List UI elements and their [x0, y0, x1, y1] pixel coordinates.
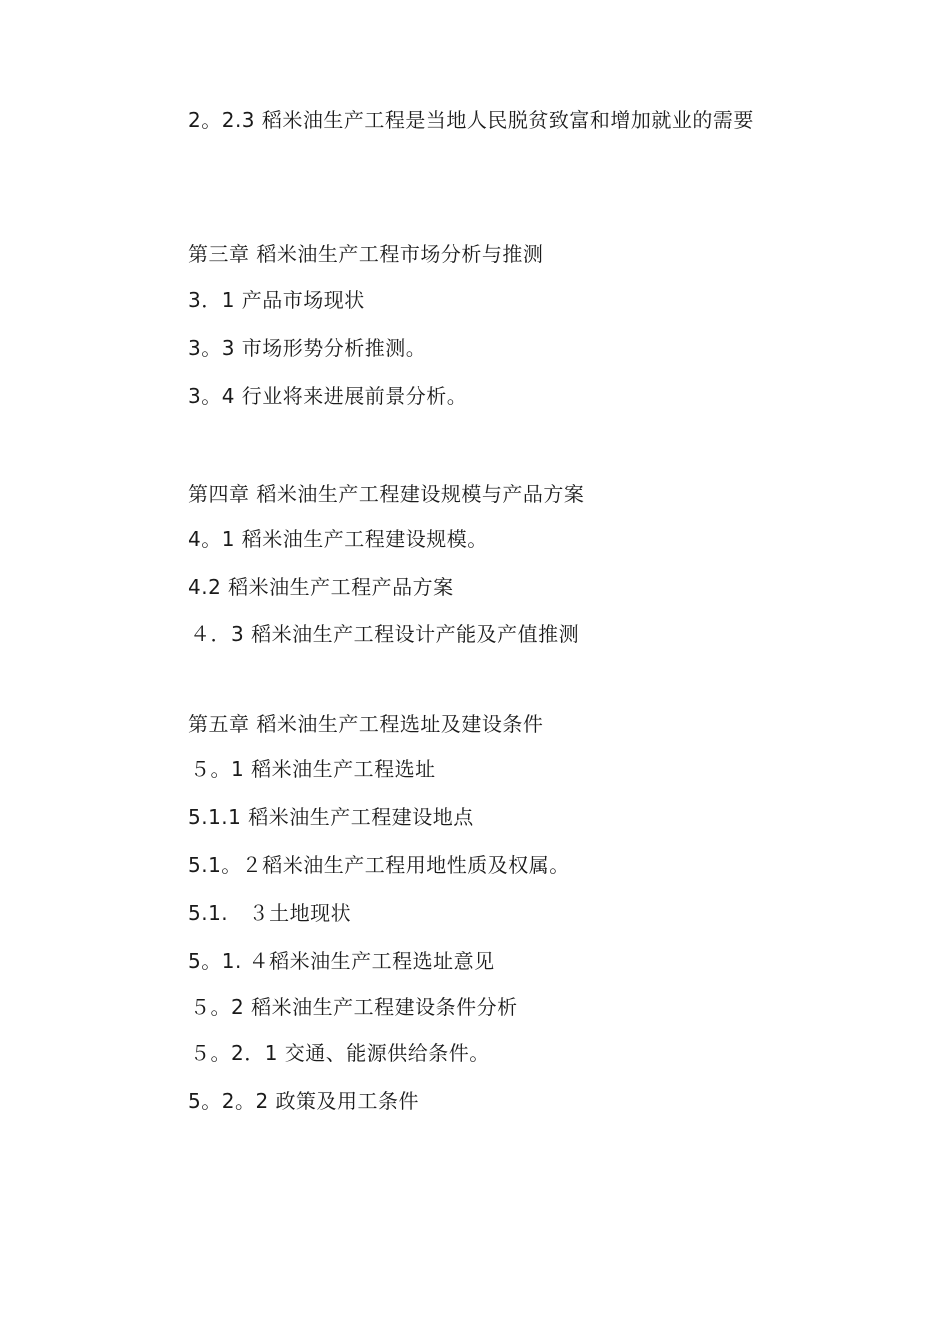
section-5-1-3: 5.1. ３土地现状: [188, 901, 352, 925]
section-4-2: 4.2 稻米油生产工程产品方案: [188, 575, 454, 599]
chapter-3-heading: 第三章 稻米油生产工程市场分析与推测: [188, 242, 544, 266]
section-5-1-1: 5.1.1 稻米油生产工程建设地点: [188, 805, 474, 829]
section-5-1-2: 5.1。２稻米油生产工程用地性质及权属。: [188, 853, 570, 877]
section-5-2: ５。2 稻米油生产工程建设条件分析: [190, 995, 518, 1019]
chapter-4-heading: 第四章 稻米油生产工程建设规模与产品方案: [188, 482, 585, 506]
section-3-1: 3．1 产品市场现状: [188, 288, 365, 312]
section-5-1-4: 5。1. ４稻米油生产工程选址意见: [188, 949, 495, 973]
section-heading-2-2-3: 2。2.3 稻米油生产工程是当地人民脱贫致富和增加就业的需要: [188, 108, 754, 132]
section-4-3: ４．3 稻米油生产工程设计产能及产值推测: [190, 622, 580, 646]
section-3-3: 3。3 市场形势分析推测。: [188, 336, 427, 360]
chapter-5-heading: 第五章 稻米油生产工程选址及建设条件: [188, 712, 544, 736]
section-3-4: 3。4 行业将来进展前景分析。: [188, 384, 468, 408]
section-4-1: 4。1 稻米油生产工程建设规模。: [188, 527, 488, 551]
section-5-2-2: 5。2。2 政策及用工条件: [188, 1089, 420, 1113]
section-5-2-1: ５。2．1 交通、能源供给条件。: [190, 1041, 490, 1065]
section-5-1: ５。1 稻米油生产工程选址: [190, 757, 436, 781]
